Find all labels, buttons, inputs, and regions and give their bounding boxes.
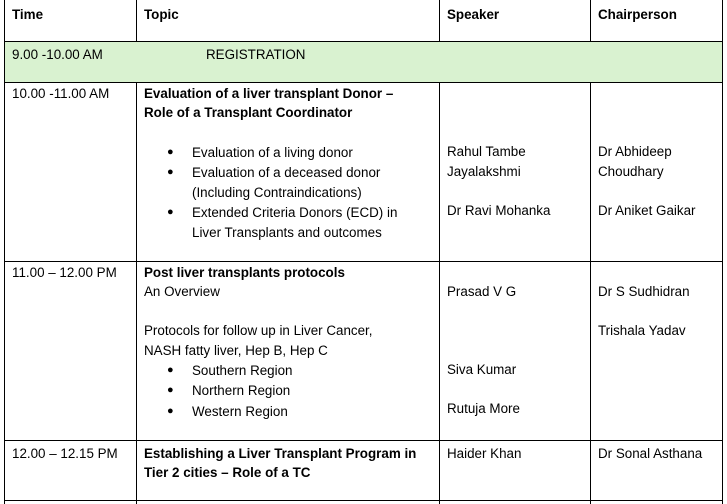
chairperson-name: Trishala Yadav	[598, 323, 686, 338]
speaker-name: Jayalakshmi	[447, 164, 521, 179]
chairperson-name: Choudhary	[598, 164, 664, 179]
session-title-line: Evaluation of a liver transplant Donor –	[144, 86, 394, 101]
row-divider	[4, 500, 723, 501]
region-item: Western Region	[192, 404, 288, 419]
bullet-icon: ●	[167, 405, 174, 417]
session-title-line: Establishing a Liver Transplant Program in	[144, 446, 417, 461]
chairperson-name: Dr Abhideep	[598, 144, 672, 159]
row-divider	[4, 41, 723, 42]
chairperson-name: Dr S Sudhidran	[598, 284, 690, 299]
session-title: Post liver transplants protocols	[144, 265, 345, 280]
speaker-name: Prasad V G	[447, 284, 517, 299]
session-subtitle: An Overview	[144, 284, 220, 299]
bullet-icon: ●	[167, 206, 174, 218]
registration-row	[4, 42, 722, 82]
header-speaker: Speaker	[447, 7, 500, 22]
session-time: 10.00 -11.00 AM	[12, 86, 110, 101]
bullet-icon: ●	[167, 364, 174, 376]
registration-time: 9.00 -10.00 AM	[12, 47, 103, 62]
session-paragraph-line: Protocols for follow up in Liver Cancer,	[144, 323, 373, 338]
chairperson-name: Dr Aniket Gaikar	[598, 203, 696, 218]
session-title-line: Tier 2 cities – Role of a TC	[144, 465, 311, 480]
speaker-name: Dr Ravi Mohanka	[447, 203, 551, 218]
session-paragraph-line: NASH fatty liver, Hep B, Hep C	[144, 343, 328, 358]
session-title-line: Role of a Transplant Coordinator	[144, 105, 353, 120]
header-chairperson: Chairperson	[598, 7, 677, 22]
header-time: Time	[12, 7, 44, 22]
row-divider	[4, 440, 723, 441]
column-divider	[136, 82, 137, 504]
bullet-item-continuation: Liver Transplants and outcomes	[192, 225, 382, 240]
bullet-item-continuation: (Including Contraindications)	[192, 185, 362, 200]
registration-label: REGISTRATION	[206, 47, 306, 62]
speaker-name: Rutuja More	[447, 401, 520, 416]
region-item: Southern Region	[192, 363, 293, 378]
column-divider	[722, 0, 723, 504]
speaker-name: Siva Kumar	[447, 362, 517, 377]
bullet-icon: ●	[167, 166, 174, 178]
column-divider	[439, 82, 440, 504]
bullet-icon: ●	[167, 384, 174, 396]
column-divider	[4, 0, 5, 504]
row-divider	[4, 82, 723, 83]
region-item: Northern Region	[192, 383, 291, 398]
bullet-item: Evaluation of a deceased donor	[192, 165, 381, 180]
bullet-item: Extended Criteria Donors (ECD) in	[192, 205, 398, 220]
column-divider	[590, 82, 591, 504]
column-divider	[136, 0, 137, 42]
speaker-name: Haider Khan	[447, 446, 522, 461]
header-topic: Topic	[144, 7, 179, 22]
speaker-name: Rahul Tambe	[447, 144, 526, 159]
column-divider	[590, 0, 591, 42]
bullet-item: Evaluation of a living donor	[192, 145, 353, 160]
bullet-icon: ●	[167, 146, 174, 158]
row-divider	[4, 261, 723, 262]
session-time: 11.00 – 12.00 PM	[12, 265, 117, 280]
chairperson-name: Dr Sonal Asthana	[598, 446, 703, 461]
session-time: 12.00 – 12.15 PM	[12, 446, 118, 461]
column-divider	[439, 0, 440, 42]
